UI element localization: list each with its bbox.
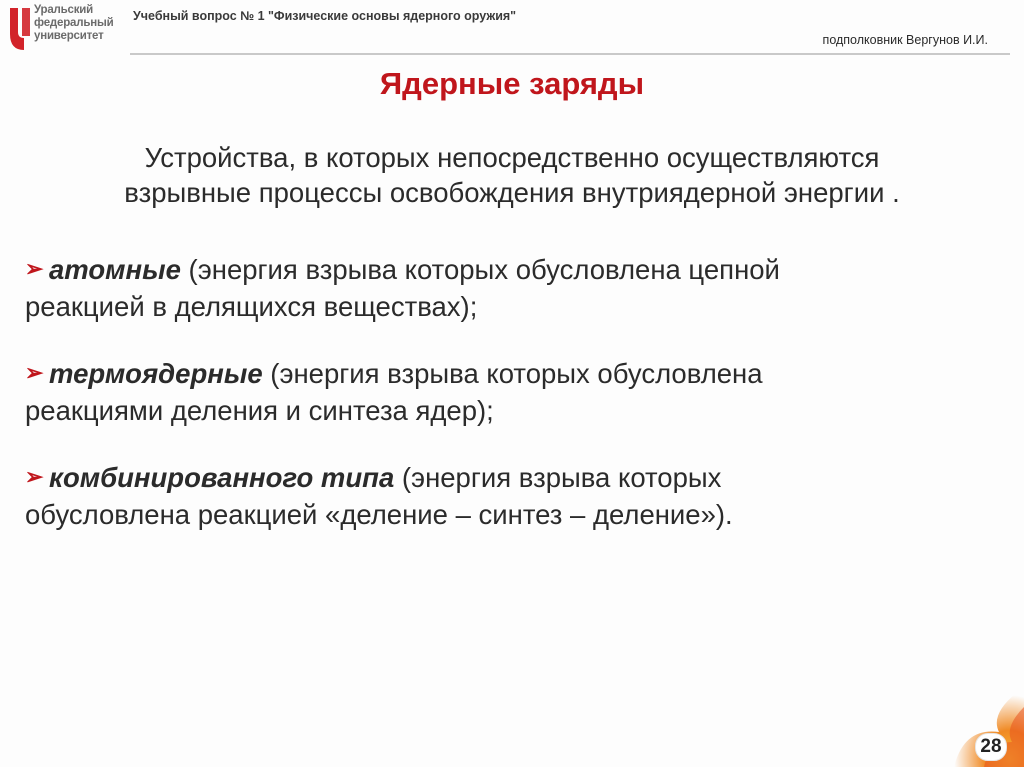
header-divider	[130, 53, 1010, 55]
logo-line-1: Уральский	[34, 4, 94, 16]
list-item	[25, 460, 985, 532]
list-item	[25, 252, 985, 324]
list-item	[25, 356, 985, 428]
logo-line-2: федеральный	[34, 17, 114, 29]
arrow-bullet-icon: ➢	[25, 464, 44, 489]
header-author: подполковник Вергунов И.И.	[822, 33, 988, 47]
bullet-text-line-1: (энергия взрыва которых обусловлена цепной	[180, 254, 780, 285]
bullet-text-line-2: реакциями деления и синтеза ядер);	[25, 395, 494, 426]
bullet-text-line-2: обусловлена реакцией «деление – синтез – деление»).	[25, 499, 733, 530]
bullet-text-line-1: (энергия взрыва которых обусловлена	[262, 358, 763, 389]
bullet-text-line-1: (энергия взрыва которых	[394, 462, 722, 493]
charge-types-list	[25, 252, 985, 564]
definition-line-2: взрывные процессы освобождения внутриядерной энергии .	[124, 177, 900, 208]
term-thermonuclear: термоядерные	[49, 358, 263, 389]
university-logo	[4, 4, 126, 50]
logo-line-3: университет	[34, 30, 104, 42]
university-logo-text	[34, 4, 113, 43]
header-title: Учебный вопрос № 1 "Физические основы ядерного оружия"	[133, 9, 517, 23]
page-number: 28	[975, 733, 1007, 761]
term-combined: комбинированного типа	[49, 462, 395, 493]
university-logo-mark-icon	[6, 6, 34, 50]
arrow-bullet-icon: ➢	[25, 256, 44, 281]
slide-title: Ядерные заряды	[379, 66, 645, 101]
term-atomic: атомные	[49, 254, 181, 285]
definition-text	[20, 140, 1004, 210]
arrow-bullet-icon: ➢	[25, 360, 44, 385]
bullet-text-line-2: реакцией в делящихся веществах);	[25, 291, 478, 322]
definition-line-1: Устройства, в которых непосредственно осуществляются	[144, 142, 880, 173]
